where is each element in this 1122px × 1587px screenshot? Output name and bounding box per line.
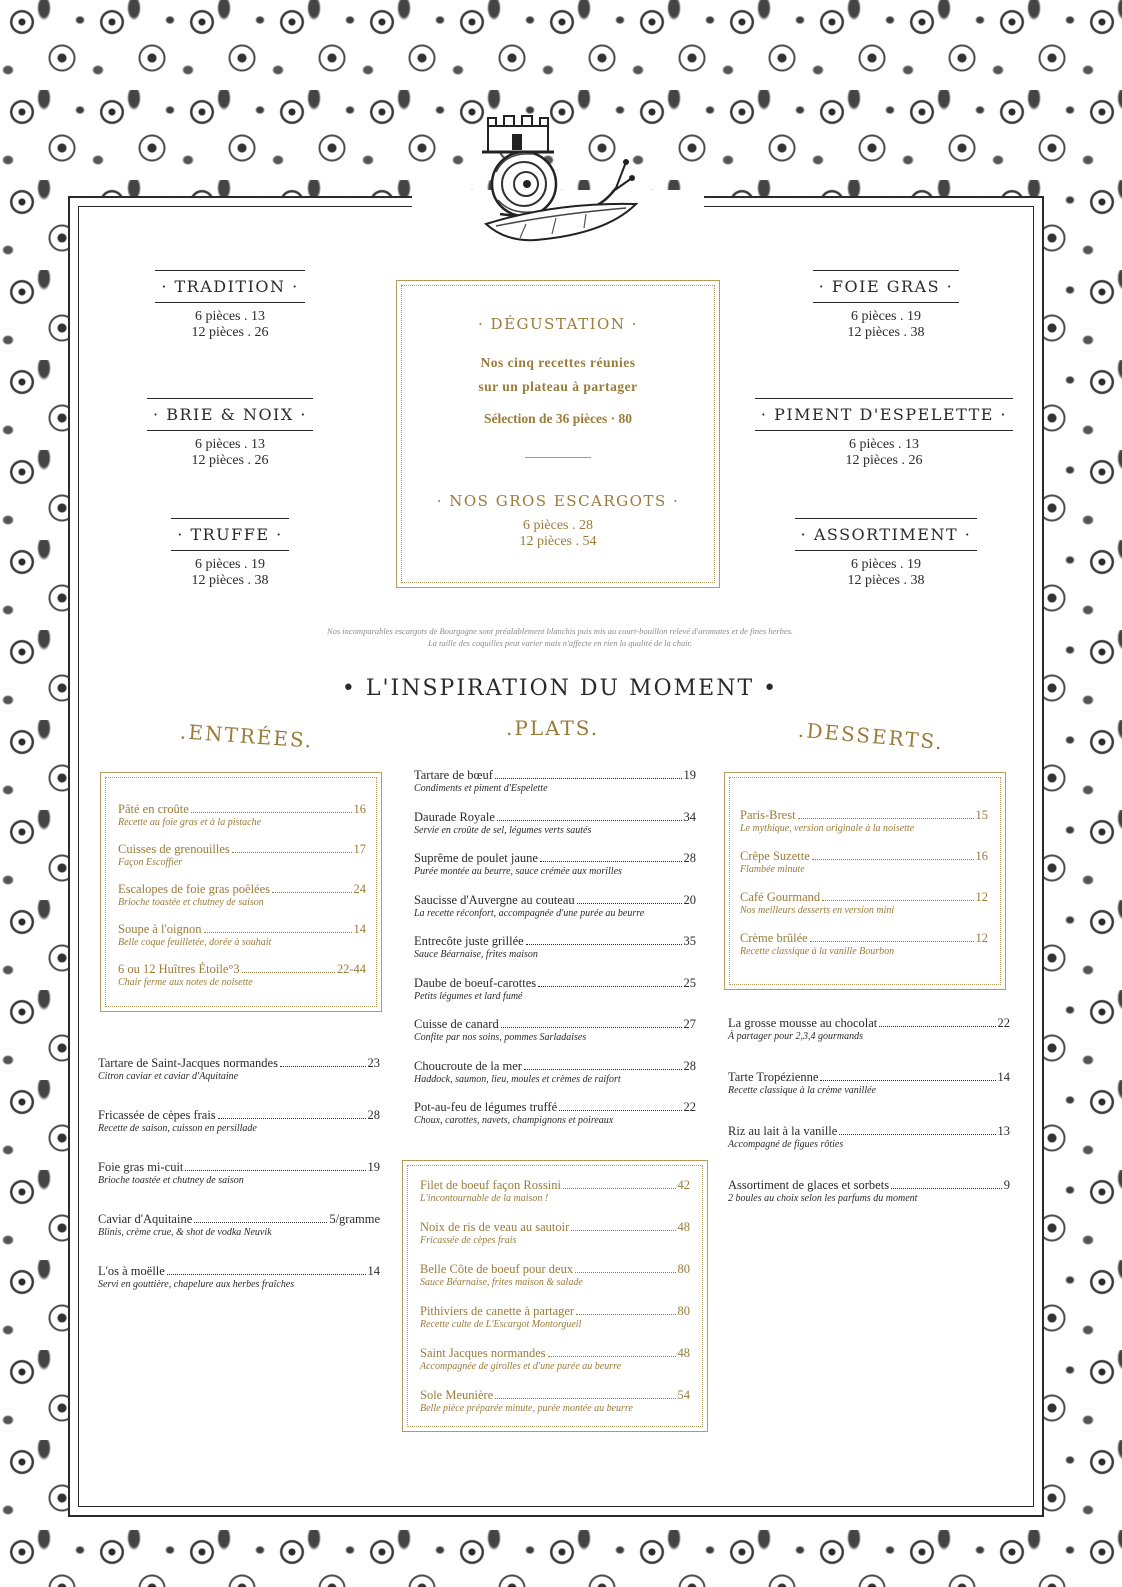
note-line-1: Nos incomparables escargots de Bourgogne sont préalablement blanchis puis mis au court-bouillon relevé d'aromates et de fines herbes. bbox=[326, 626, 794, 636]
snail-tradition bbox=[150, 270, 310, 341]
menu-item-row bbox=[414, 893, 696, 908]
menu-item-price: 12 bbox=[975, 931, 988, 945]
snail-brie-noix-price-6: 6 pièces . 13 bbox=[195, 437, 265, 452]
menu-item-row bbox=[728, 1178, 1010, 1193]
menu-item-row bbox=[414, 810, 696, 825]
menu-item-name: Cuisse de canard bbox=[414, 1017, 499, 1031]
menu-item-name: Crêpe Suzette bbox=[740, 849, 810, 863]
menu-item bbox=[414, 1059, 696, 1086]
menu-item-name: Daurade Royale bbox=[414, 809, 495, 824]
menu-item bbox=[414, 1100, 696, 1127]
menu-item-price: 54 bbox=[677, 1388, 690, 1402]
gros-escargots-title: · NOS GROS ESCARGOTS · bbox=[436, 492, 680, 510]
menu-item-price: 35 bbox=[683, 934, 696, 948]
menu-item-leader bbox=[559, 1100, 681, 1111]
menu-item-price: 20 bbox=[683, 892, 696, 907]
snail-preparation-note bbox=[200, 625, 920, 649]
menu-item-name: Tartare de bœuf bbox=[414, 768, 493, 782]
menu-item-leader bbox=[571, 1220, 675, 1231]
menu-item-price: 80 bbox=[677, 1262, 690, 1276]
menu-item-name: Belle Côte de boeuf pour deux bbox=[420, 1262, 574, 1276]
menu-item-leader bbox=[232, 842, 352, 853]
menu-item-price: 80 bbox=[677, 1304, 690, 1318]
degustation-title: · DÉGUSTATION · bbox=[478, 315, 638, 333]
menu-item-price: 25 bbox=[683, 975, 696, 990]
menu-item-row bbox=[414, 768, 696, 783]
menu-item-leader bbox=[526, 934, 682, 945]
menu-item-name: Noix de ris de veau au sautoir bbox=[420, 1220, 570, 1234]
snail-tradition-title: · TRADITION · bbox=[155, 270, 304, 303]
crowned-snail-emblem-icon bbox=[466, 112, 662, 248]
menu-item-description: Petits légumes et lard fumé bbox=[414, 990, 523, 1002]
gros-escargots-price-12: 12 pièces . 54 bbox=[519, 534, 597, 549]
menu-item-row bbox=[414, 1017, 696, 1032]
menu-item-row bbox=[414, 851, 696, 866]
snail-piment-espelette-title: · PIMENT D'ESPELETTE · bbox=[755, 398, 1013, 431]
menu-item bbox=[728, 1124, 1010, 1151]
menu-item bbox=[118, 802, 366, 829]
menu-item-name: Fricassée de cèpes frais bbox=[98, 1108, 216, 1122]
menu-item-row bbox=[728, 1124, 1010, 1139]
snail-tradition-price-6: 6 pièces . 13 bbox=[195, 309, 265, 324]
menu-item-price: 23 bbox=[367, 1056, 380, 1070]
menu-item-name: Filet de boeuf façon Rossini bbox=[420, 1178, 561, 1192]
menu-item-leader bbox=[501, 1017, 682, 1028]
menu-item-name: Crème brûlée bbox=[740, 931, 808, 945]
menu-item-name: Soupe à l'oignon bbox=[118, 922, 202, 936]
menu-item-price: 28 bbox=[683, 1058, 696, 1073]
menu-item-name: Pot-au-feu de légumes truffé bbox=[414, 1100, 558, 1114]
menu-item-leader bbox=[242, 962, 335, 973]
menu-item-description: 2 boules au choix selon les parfums du moment bbox=[728, 1193, 918, 1204]
degustation-line-2: sur un plateau à partager bbox=[478, 379, 638, 394]
menu-item-price: 9 bbox=[1003, 1178, 1010, 1192]
menu-item-row bbox=[420, 1388, 690, 1403]
menu-item-leader bbox=[563, 1178, 676, 1189]
snail-piment-espelette-price-6: 6 pièces . 13 bbox=[849, 437, 919, 452]
menu-item-leader bbox=[497, 810, 682, 821]
menu-item-row bbox=[98, 1160, 380, 1175]
menu-item-price: 24 bbox=[353, 882, 366, 896]
snail-assortiment-title: · ASSORTIMENT · bbox=[795, 518, 978, 551]
menu-item-row bbox=[420, 1220, 690, 1235]
menu-item-description: Nos meilleurs desserts en version mini bbox=[740, 905, 895, 916]
menu-item-description: Haddock, saumon, lieu, moules et crèmes de raifort bbox=[414, 1073, 621, 1085]
menu-item bbox=[728, 1016, 1010, 1043]
snail-foie-gras bbox=[796, 270, 976, 341]
menu-item-leader bbox=[495, 1388, 675, 1399]
menu-item-description: À partager pour 2,3,4 gourmands bbox=[728, 1031, 864, 1042]
menu-item-price: 22 bbox=[997, 1016, 1010, 1030]
menu-item bbox=[118, 842, 366, 869]
desserts-title: .DESSERTS. bbox=[797, 717, 945, 755]
menu-item-row bbox=[420, 1262, 690, 1277]
menu-item-description: Chair ferme aux notes de noisette bbox=[118, 977, 253, 988]
menu-item-row bbox=[414, 976, 696, 991]
menu-item-price: 34 bbox=[683, 809, 696, 824]
menu-item bbox=[118, 882, 366, 909]
menu-item bbox=[420, 1346, 690, 1373]
menu-item-price: 16 bbox=[353, 802, 366, 816]
menu-item-description: Recette au foie gras et à la pistache bbox=[118, 817, 262, 828]
menu-item-leader bbox=[891, 1178, 1002, 1189]
menu-item bbox=[728, 1178, 1010, 1205]
menu-item-price: 16 bbox=[975, 849, 988, 863]
menu-item-name: Entrecôte juste grillée bbox=[414, 934, 524, 948]
menu-item-description: Flambée minute bbox=[740, 864, 805, 875]
plats-title: .PLATS. bbox=[506, 716, 600, 740]
menu-item-description: Sauce Béarnaise, frites maison bbox=[414, 949, 538, 960]
menu-item bbox=[414, 810, 696, 837]
menu-item-price: 42 bbox=[677, 1178, 690, 1192]
menu-item-name: Caviar d'Aquitaine bbox=[98, 1212, 193, 1226]
menu-item-leader bbox=[822, 890, 973, 901]
menu-item-price: 28 bbox=[683, 851, 696, 865]
menu-item-leader bbox=[538, 976, 681, 987]
menu-item-description: Blinis, crème crue, & shot de vodka Neuvik bbox=[98, 1227, 272, 1238]
menu-item bbox=[414, 934, 696, 961]
menu-item-name: Saucisse d'Auvergne au couteau bbox=[414, 892, 575, 907]
menu-item bbox=[98, 1160, 380, 1187]
menu-item-row bbox=[118, 922, 366, 937]
menu-item-description: Brioche toastée et chutney de saison bbox=[98, 1175, 244, 1186]
snail-foie-gras-price-6: 6 pièces . 19 bbox=[851, 309, 921, 324]
menu-item-price: 14 bbox=[367, 1264, 380, 1278]
menu-item-row bbox=[420, 1346, 690, 1361]
snail-brie-noix bbox=[140, 398, 320, 469]
menu-item bbox=[414, 976, 696, 1003]
menu-item-description: Recette classique à la vanille Bourbon bbox=[740, 946, 895, 957]
menu-item bbox=[414, 1017, 696, 1044]
menu-item-name: La grosse mousse au chocolat bbox=[728, 1016, 878, 1030]
menu-item-price: 28 bbox=[367, 1108, 380, 1122]
menu-item-description: Servi en gouttière, chapelure aux herbes fraîches bbox=[98, 1279, 295, 1290]
snail-truffe-title: · TRUFFE · bbox=[171, 518, 288, 551]
snail-truffe-price-6: 6 pièces . 19 bbox=[195, 557, 265, 572]
menu-item-leader bbox=[812, 849, 974, 860]
menu-item-leader bbox=[577, 893, 682, 904]
menu-item bbox=[98, 1108, 380, 1135]
menu-item-leader bbox=[524, 1059, 682, 1070]
gros-escargots-price-6: 6 pièces . 28 bbox=[523, 518, 593, 533]
menu-item-row bbox=[98, 1264, 380, 1279]
menu-item-leader bbox=[204, 922, 352, 933]
menu-item-description: L'incontournable de la maison ! bbox=[420, 1193, 549, 1204]
menu-item-price: 48 bbox=[677, 1220, 690, 1234]
menu-item-row bbox=[118, 802, 366, 817]
menu-item bbox=[740, 808, 988, 835]
menu-item bbox=[414, 893, 696, 920]
menu-item-description: Sauce Béarnaise, frites maison & salade bbox=[420, 1277, 583, 1288]
snail-truffe-price-12: 12 pièces . 38 bbox=[191, 573, 269, 588]
menu-item-leader bbox=[167, 1264, 366, 1275]
menu-item-description: Belle pièce préparée minute, purée montée au beurre bbox=[420, 1403, 633, 1414]
menu-item-name: Foie gras mi-cuit bbox=[98, 1160, 184, 1174]
menu-item-name: Café Gourmand bbox=[740, 890, 821, 904]
menu-item-price: 27 bbox=[683, 1017, 696, 1031]
menu-item bbox=[420, 1262, 690, 1289]
menu-item-price: 13 bbox=[997, 1124, 1010, 1138]
menu-item-row bbox=[118, 842, 366, 857]
menu-item-row bbox=[98, 1056, 380, 1071]
menu-item bbox=[414, 768, 696, 795]
menu-item-leader bbox=[218, 1108, 366, 1119]
menu-item bbox=[740, 849, 988, 876]
menu-item-price: 19 bbox=[683, 768, 696, 782]
menu-item-description: Le mythique, version originale à la noisette bbox=[740, 823, 915, 834]
menu-item-price: 14 bbox=[353, 922, 366, 936]
menu-item-description: Citron caviar et caviar d'Aquitaine bbox=[98, 1071, 239, 1082]
menu-item-description: Recette culte de L'Escargot Montorgueil bbox=[420, 1319, 582, 1330]
menu-item bbox=[98, 1264, 380, 1291]
snail-tradition-price-12: 12 pièces . 26 bbox=[191, 325, 269, 340]
menu-item-row bbox=[728, 1070, 1010, 1085]
snail-foie-gras-price-12: 12 pièces . 38 bbox=[847, 325, 925, 340]
menu-item-description: Recette de saison, cuisson en persillade bbox=[98, 1123, 257, 1134]
menu-item-description: Confite par nos soins, pommes Sarladaises bbox=[414, 1032, 587, 1043]
menu-item bbox=[118, 922, 366, 949]
menu-item-description: Recette classique à la crème vanillée bbox=[728, 1085, 876, 1096]
menu-item-leader bbox=[194, 1212, 327, 1223]
menu-item bbox=[420, 1220, 690, 1247]
menu-item-description: Choux, carottes, navets, champignons et poireaux bbox=[414, 1115, 614, 1126]
menu-item bbox=[740, 890, 988, 917]
menu-item bbox=[98, 1212, 380, 1239]
menu-item bbox=[118, 962, 366, 989]
menu-item-leader bbox=[272, 882, 351, 893]
menu-item-description: Condiments et piment d'Espelette bbox=[414, 783, 548, 794]
snail-brie-noix-price-12: 12 pièces . 26 bbox=[191, 453, 269, 468]
menu-item-leader bbox=[280, 1056, 366, 1067]
menu-item-price: 17 bbox=[353, 842, 366, 856]
menu-item bbox=[98, 1056, 380, 1083]
menu-item-row bbox=[98, 1108, 380, 1123]
snail-assortiment-price-6: 6 pièces . 19 bbox=[851, 557, 921, 572]
menu-item-name: L'os à moëlle bbox=[98, 1264, 165, 1278]
menu-item-leader bbox=[810, 931, 974, 942]
menu-item-leader bbox=[548, 1346, 676, 1357]
menu-item-leader bbox=[495, 768, 682, 779]
menu-item-name: Suprême de poulet jaune bbox=[414, 851, 538, 865]
menu-item-price: 5/gramme bbox=[329, 1212, 380, 1226]
menu-item-row bbox=[740, 890, 988, 905]
menu-item-row bbox=[414, 1100, 696, 1115]
menu-item-description: Purée montée au beurre, sauce crémée aux morilles bbox=[414, 866, 622, 877]
menu-item-row bbox=[740, 808, 988, 823]
snail-piment-espelette-price-12: 12 pièces . 26 bbox=[845, 453, 923, 468]
menu-item-leader bbox=[839, 1124, 995, 1135]
menu-item-price: 22-44 bbox=[336, 962, 366, 976]
menu-item bbox=[420, 1304, 690, 1331]
degustation-divider bbox=[525, 457, 591, 458]
degustation-box bbox=[396, 280, 720, 588]
menu-item-price: 15 bbox=[975, 808, 988, 822]
inspiration-title: • L'INSPIRATION DU MOMENT • bbox=[341, 676, 779, 701]
menu-item-row bbox=[420, 1304, 690, 1319]
menu-item-description: La recette réconfort, accompagnée d'une purée au beurre bbox=[414, 907, 645, 919]
snail-piment-espelette bbox=[746, 398, 1022, 469]
menu-item bbox=[420, 1388, 690, 1415]
menu-item-description: Accompagné de figues rôties bbox=[728, 1139, 844, 1150]
menu-item-price: 19 bbox=[367, 1160, 380, 1174]
menu-item-leader bbox=[185, 1160, 365, 1171]
menu-item-price: 14 bbox=[997, 1070, 1010, 1084]
snail-assortiment-price-12: 12 pièces . 38 bbox=[847, 573, 925, 588]
menu-item-name: Tartare de Saint-Jacques normandes bbox=[98, 1056, 278, 1070]
snail-foie-gras-title: · FOIE GRAS · bbox=[813, 270, 960, 303]
menu-item bbox=[728, 1070, 1010, 1097]
menu-item-name: Cuisses de grenouilles bbox=[118, 842, 230, 856]
menu-item-leader bbox=[540, 851, 682, 862]
menu-item-name: Assortiment de glaces et sorbets bbox=[728, 1178, 890, 1192]
menu-item-name: 6 ou 12 Huîtres Étoile°3 bbox=[118, 962, 240, 976]
menu-item-row bbox=[420, 1178, 690, 1193]
menu-item-description: Servie en croûte de sel, légumes verts sautés bbox=[414, 824, 592, 836]
menu-item-name: Saint Jacques normandes bbox=[420, 1346, 546, 1360]
menu-item-row bbox=[98, 1212, 380, 1227]
menu-item-price: 48 bbox=[677, 1346, 690, 1360]
degustation-selection: Sélection de 36 pièces · 80 bbox=[483, 411, 633, 426]
menu-item-leader bbox=[879, 1016, 995, 1027]
menu-item-row bbox=[740, 931, 988, 946]
menu-item-name: Riz au lait à la vanille bbox=[728, 1124, 838, 1138]
menu-item bbox=[740, 931, 988, 958]
menu-item-row bbox=[414, 934, 696, 949]
menu-item-description: Brioche toastée et chutney de saison bbox=[118, 897, 264, 908]
menu-item-description: Fricassée de cèpes frais bbox=[420, 1235, 517, 1246]
menu-item-description: Façon Escoffier bbox=[118, 857, 183, 868]
menu-item-name: Choucroute de la mer bbox=[414, 1058, 522, 1073]
menu-item-row bbox=[118, 882, 366, 897]
menu-item-description: Belle coque feuilletée, dorée à souhait bbox=[118, 937, 272, 948]
degustation-line-1: Nos cinq recettes réunies bbox=[480, 355, 636, 370]
menu-item-price: 22 bbox=[683, 1100, 696, 1114]
note-line-2: La taille des coquilles peut varier mais n'affecte en rien la qualité de la chair. bbox=[427, 638, 693, 648]
menu-item-name: Paris-Brest bbox=[740, 808, 796, 822]
menu-item-row bbox=[118, 962, 366, 977]
entrees-title: .ENTRÉES. bbox=[179, 719, 315, 753]
menu-item-name: Pâté en croûte bbox=[118, 802, 189, 816]
menu-item-description: Accompagnée de girolles et d'une purée au beurre bbox=[420, 1361, 622, 1372]
menu-item-row bbox=[414, 1059, 696, 1074]
menu-item-name: Escalopes de foie gras poêlées bbox=[118, 882, 271, 896]
menu-item-leader bbox=[820, 1070, 995, 1081]
menu-item-row bbox=[728, 1016, 1010, 1031]
menu-item-leader bbox=[576, 1304, 675, 1315]
menu-item-leader bbox=[575, 1262, 675, 1273]
menu-item-row bbox=[740, 849, 988, 864]
menu-item-name: Tarte Tropézienne bbox=[728, 1070, 819, 1084]
menu-item-price: 12 bbox=[975, 890, 988, 904]
menu-item-leader bbox=[191, 802, 352, 813]
menu-item-name: Daube de boeuf-carottes bbox=[414, 975, 537, 990]
menu-item-name: Sole Meunière bbox=[420, 1388, 494, 1402]
menu-item bbox=[420, 1178, 690, 1205]
snail-brie-noix-title: · BRIE & NOIX · bbox=[147, 398, 313, 431]
snail-assortiment bbox=[790, 518, 982, 589]
menu-item bbox=[414, 851, 696, 878]
snail-truffe bbox=[150, 518, 310, 589]
menu-item-leader bbox=[798, 808, 974, 819]
menu-item-name: Pithiviers de canette à partager bbox=[420, 1304, 575, 1318]
